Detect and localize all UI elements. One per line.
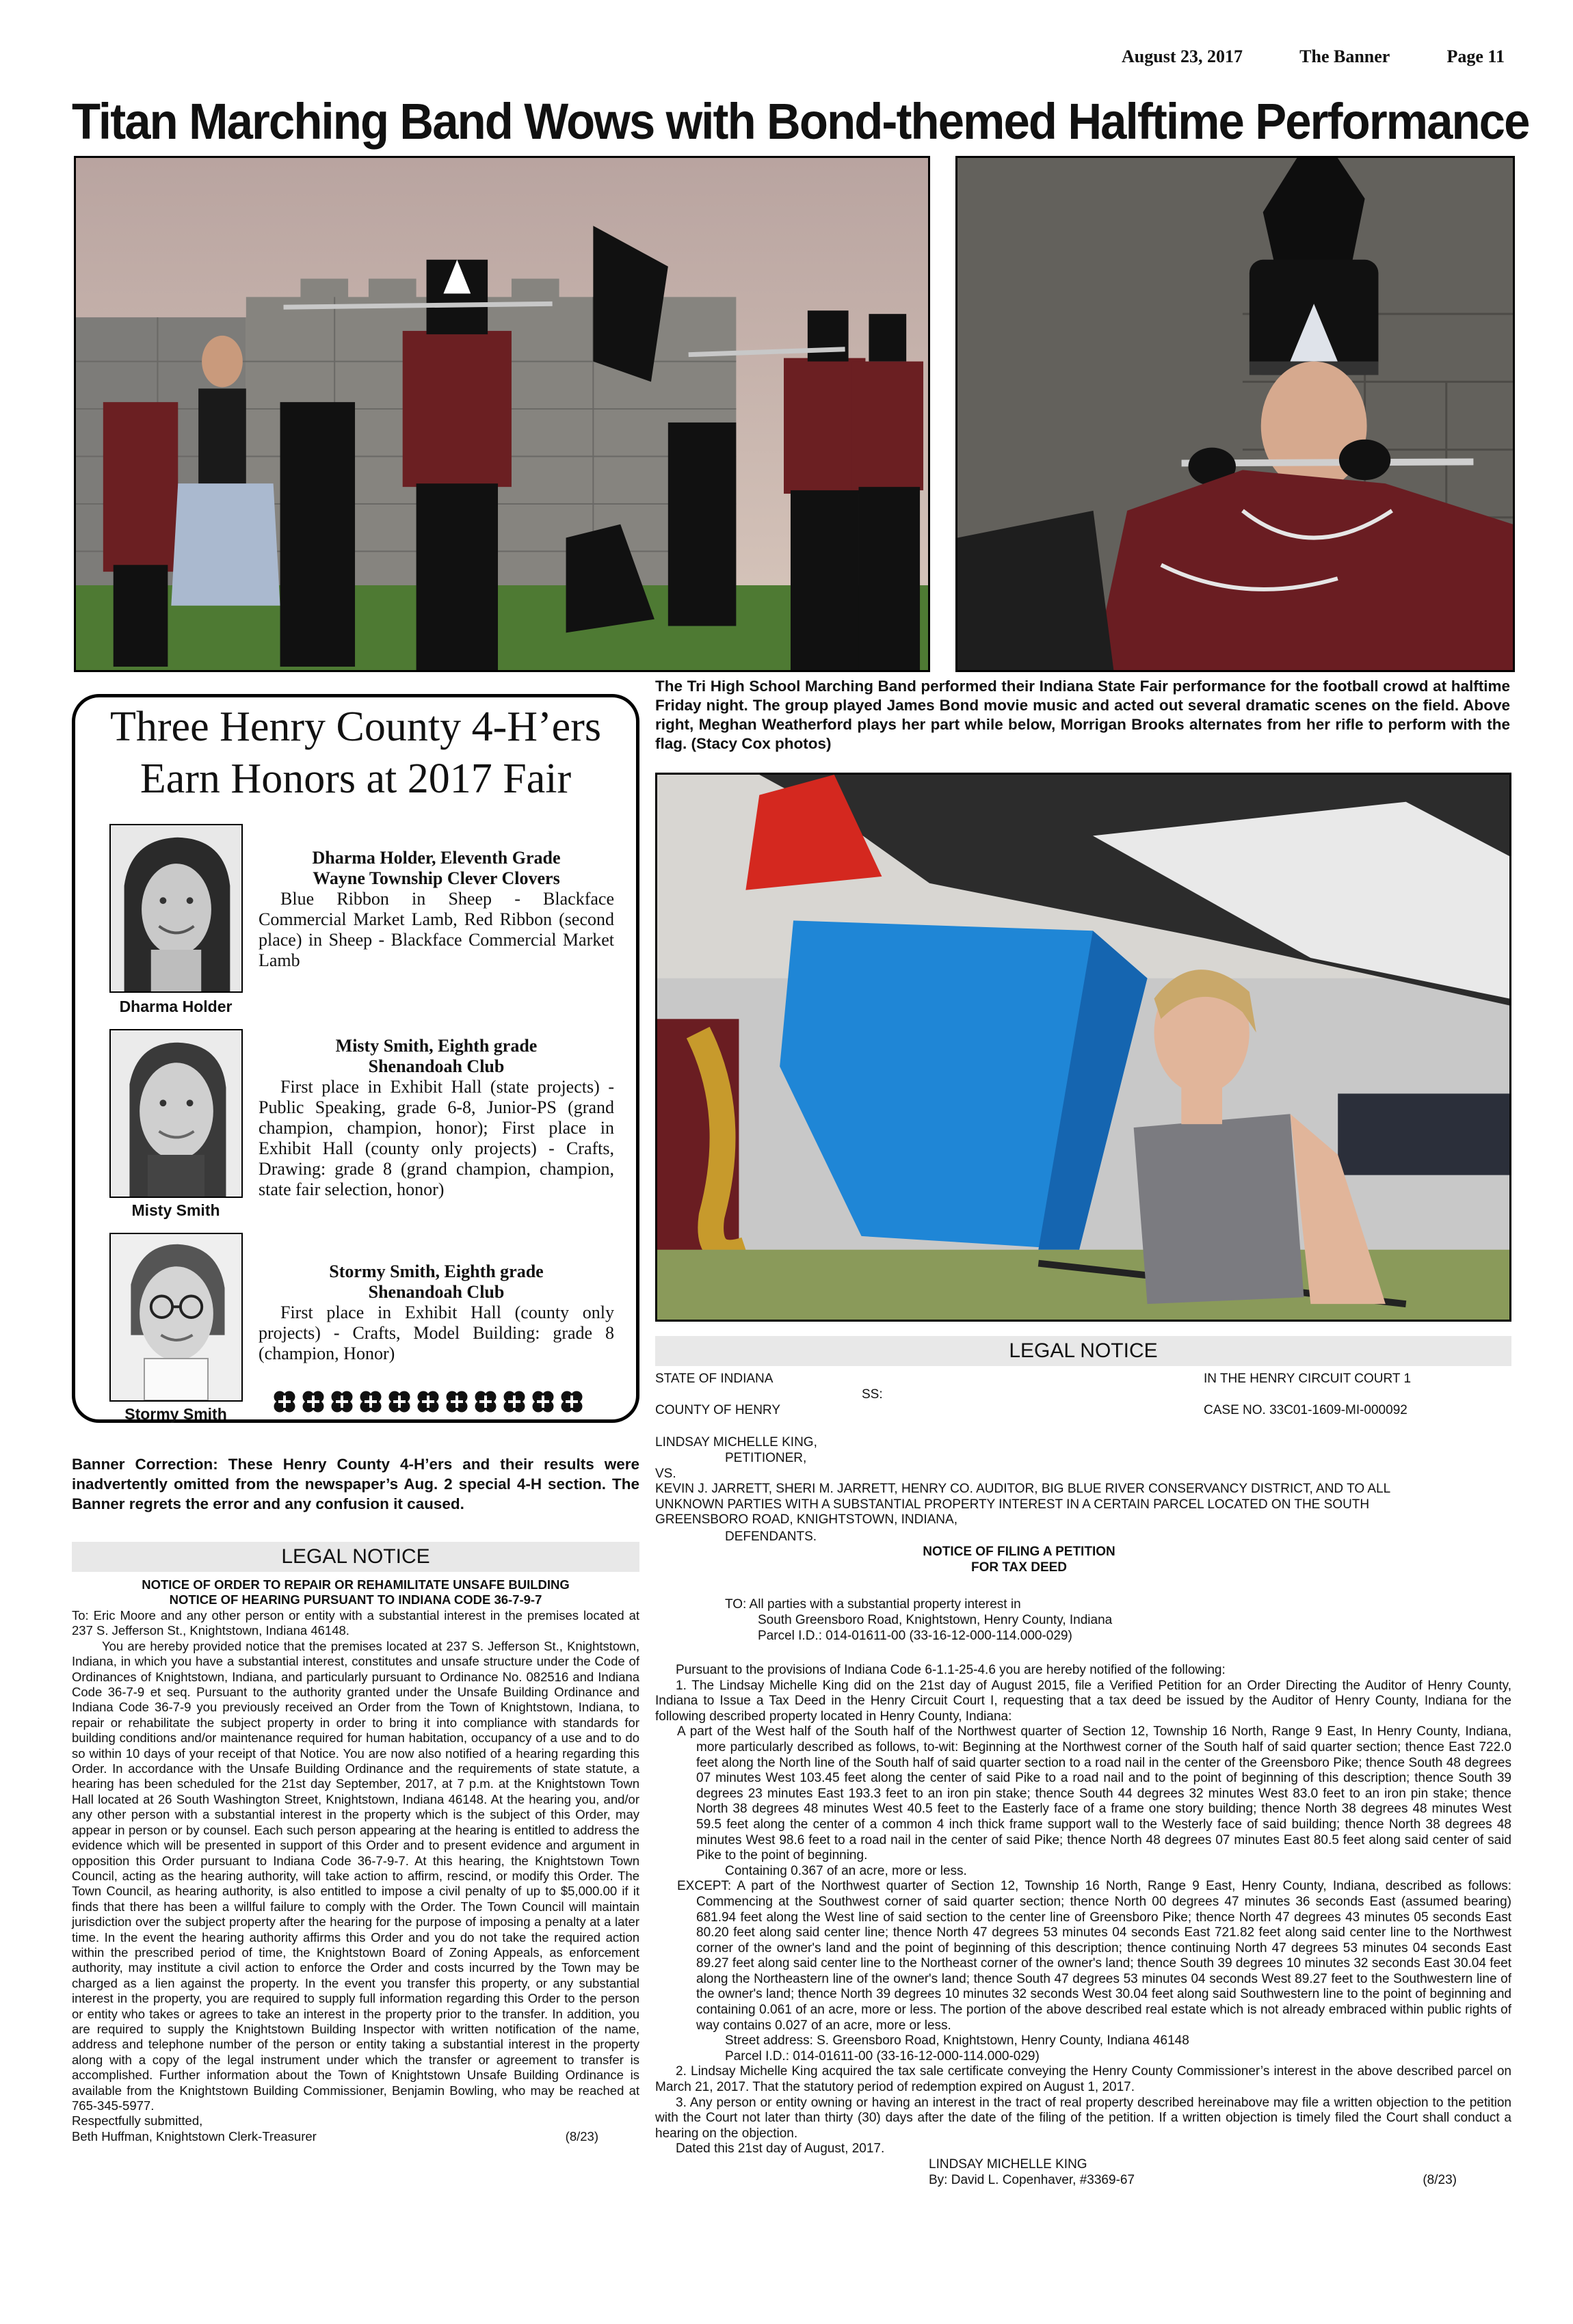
legal-right-parcel: Parcel I.D.: 014-01611-00 (33-16-12-000-114.000-029)	[725, 2048, 1040, 2063]
legal-notice-heading-right: LEGAL NOTICE	[655, 1336, 1511, 1366]
legal-left-sub2: NOTICE OF HEARING PURSUANT TO INDIANA CODE 36-7-9-7	[169, 1592, 542, 1607]
legal-left-paragraph: You are hereby provided notice that the premises located at 237 S. Jefferson St., Knightstown, Indiana, in which you have a substantial interest, constitutes and unsafe structure under the Code of Ordinances of Knightstown, Indiana, and particularly pursuant to Ordinance No. 082516 and Indiana Code 36-7-9 et seq. Pursuant to the authority granted under the Unsafe Building Ordinance and Indiana Code 36-7-9 you previously received an Order from the Town of Knightstown, Indiana, to repair or rehabilitate the subject property in order to bring it into compliance with standards for building conditions and/or maintenance required for human habitation, occupancy of a use and to do so within 10 days of your receipt of that Notice. You are now also notified of a hearing regarding this Order. In accordance with the Unsafe Building Ordinance and the requirements of state statute, a hearing has been scheduled for the 21st day September, 2017, at 7 p.m. at the Knightstown Town Hall located at 26 South Washington Street, Knightstown, Indiana 46148. At the hearing you, and/or any other person with a substantial interest in the property which is the subject of this Order, may appear in person or by counsel. Each such person appearing at the hearing is entitled to address the evidence which will be presented in support of this Order and to present evidence and argument in opposition this Order pursuant to Indiana Code 36-7-9-7. At this hearing, the Knightstown Town Council, acting as the hearing authority, will take action to affirm, rescind, or modify this Order. The Town Council, as hearing authority, is also entitled to impose a civil penalty of up to $5,000.00 if it finds that there has been a willful failure to comply with the Order. The Town Council will maintain jurisdiction over the subject property after the hearing for the purpose of imposing a penalty at a later time. In the event the hearing authority affirms this Order and you do not take the required action within the prescribed period of time, the Knightstown Board of Zoning Appeals, as enforcement authority, may institute a civil action to enforce the Order and costs incurred by the Town may be charged as a lien against the property. In the event you transfer this property, or any substantial interest in the property, you are required to supply full information regarding this Order to the person or entity who takes or agrees to take an interest in the property prior to the transfer. In addition, you are required to supply the Knightstown Building Inspector with written notification of the name, address and telephone number of the person or entity taking a substantial interest in the property along with a copy of the legal instrument under which the transfer or agreement to transfer is accomplished. Further information about the Town of Knightstown Unsafe Building Ordinance is available from the Knightstown Building Commissioner, Benjamin Bowling, who may be reached at 765-345-5977.	[72, 1638, 639, 2113]
portrait-misty-smith	[109, 1029, 243, 1198]
banner-correction: Banner Correction: These Henry County 4-H’ers and their results were inadvertently omitted from the newspaper’s Aug. 2 special 4-H section. The Banner regrets the error and any confusion it caused.	[72, 1456, 639, 1512]
legal-right-to1: TO: All parties with a substantial property interest in	[725, 1597, 1021, 1612]
legal-left-run: (8/23)	[565, 2128, 598, 2143]
honoree-detail: First place in Exhibit Hall (state projects) - Public Speaking, grade 6-8, Junior-PS (grand champion, champion, honor); First place in Exhibit Hall (county only projects) - Crafts, Drawing: grade 8 (grand champion, champion, state fair selection, honor)	[259, 1077, 614, 1199]
legal-notice-heading-left: LEGAL NOTICE	[72, 1542, 639, 1572]
legal-right-street: Street address: S. Greensboro Road, Knightstown, Henry County, Indiana 46148	[725, 2033, 1189, 2048]
portrait-label-misty: Misty Smith	[131, 1201, 220, 1219]
legal-right-run: (8/23)	[1423, 2172, 1457, 2187]
honoree-detail: First place in Exhibit Hall (county only projects) - Crafts, Model Building: grade 8 (champion, Honor)	[259, 1303, 614, 1363]
paper-name: The Banner	[1299, 46, 1390, 66]
legal-right-p3: 3. Any person or entity owning or having an interest in the tract of real property described hereinabove may file a written objection to the petition with the Court not later than thirty (30) days after the date of the filing of the petition. If a written objection is timely filed the Court shall conduct a hearing on the objection.	[655, 2095, 1511, 2141]
legal-right-to3: Parcel I.D.: 014-01611-00 (33-16-12-000-114.000-029)	[758, 1629, 1072, 1643]
legal-right-p2: 2. Lindsay Michelle King acquired the tax sale certificate conveying the Henry County Commissioner’s interest in the above described parcel on March 21, 2017. That the statutory period of redemption expired on August 1, 2017.	[655, 2064, 1511, 2095]
legal-right-ss: SS:	[862, 1387, 883, 1402]
honoree-name: Stormy Smith, Eighth grade	[329, 1261, 544, 1281]
page-header	[1122, 46, 1505, 67]
honoree-misty	[259, 1036, 614, 1200]
legal-right-to2: South Greensboro Road, Knightstown, Henry County, Indiana	[758, 1613, 1113, 1627]
legal-right-sig-row	[655, 2173, 1511, 2189]
legal-right-petitioner: LINDSAY MICHELLE KING,	[655, 1435, 817, 1450]
issue-date: August 23, 2017	[1122, 46, 1243, 66]
portrait-label-stormy: Stormy Smith	[124, 1405, 227, 1423]
photo-flag-performer	[655, 773, 1511, 1322]
legal-right-sig-by: By: David L. Copenhaver, #3369-67	[929, 2172, 1135, 2187]
legal-left-signature-row	[72, 2129, 639, 2144]
legal-left-closing: Respectfully submitted,	[72, 2113, 203, 2128]
legal-left-body	[72, 1608, 639, 2144]
legal-right-notice-title	[848, 1545, 1190, 1575]
notice-title-line2: FOR TAX DEED	[970, 1560, 1068, 1575]
fourh-title-line2: Earn Honors at 2017 Fair	[140, 756, 572, 802]
legal-right-vs: VS.	[655, 1467, 676, 1481]
honoree-club: Shenandoah Club	[368, 1282, 505, 1302]
legal-right-court: IN THE HENRY CIRCUIT COURT 1	[1204, 1372, 1412, 1386]
fourh-title	[75, 701, 636, 805]
legal-right-petitioner-label: PETITIONER,	[725, 1451, 807, 1465]
photo-band-field	[74, 156, 930, 672]
honoree-club: Shenandoah Club	[368, 1056, 505, 1076]
honoree-dharma	[259, 848, 614, 971]
page-number: Page 11	[1446, 46, 1505, 66]
portrait-stormy-smith	[109, 1233, 243, 1402]
legal-right-description: A part of the West half of the South half of the Northwest quarter of Section 12, Township 16 North, Range 9 East, In Henry County, Indiana, more particularly described as follows, to-wit: Beginning at the Northwest corner of the South half of said quarter section; thence East 722.0 feet along the North line of the South half of said quarter section to a road nail in the center of the Greensboro Pike; thence South 48 degrees 07 minutes West 103.45 feet along the center of said Pike to a road nail and to the point of beginning of this description; thence South 39 degrees 23 minutes East 193.3 feet to an iron pin stake; thence South 44 degrees 32 minutes West 83.0 feet to an iron pin stake; thence North 38 degrees 48 minutes West 40.5 feet to the Easterly face of a frame one story building; thence North 38 degrees 48 minutes West 59.5 feet along the center of a common 4 inch thick frame support wall to the Westerly face of said building; thence North 38 degrees 48 minutes West 98.6 feet to a road nail in the center of said Pike; thence North 48 degrees 07 minutes East 80.5 feet along said center of said Pike to the point of beginning.	[677, 1724, 1511, 1863]
portrait-dharma-holder	[109, 824, 243, 993]
legal-right-dated: Dated this 21st day of August, 2017.	[676, 2141, 885, 2156]
honoree-club: Wayne Township Clever Clovers	[313, 868, 560, 888]
main-headline: Titan Marching Band Wows with Bond-themed Halftime Performance	[72, 93, 1529, 150]
portrait-label-dharma: Dharma Holder	[119, 998, 233, 1015]
legal-left-sub1: NOTICE OF ORDER TO REPAIR OR REHAMILITATE UNSAFE BUILDING	[142, 1577, 570, 1592]
clover-row-icon	[268, 1383, 596, 1421]
legal-right-case: CASE NO. 33C01-1609-MI-000092	[1204, 1403, 1407, 1417]
legal-right-county: COUNTY OF HENRY	[655, 1403, 780, 1417]
fourh-title-line1: Three Henry County 4-H’ers	[110, 704, 601, 750]
notice-title-line1: NOTICE OF FILING A PETITION	[923, 1545, 1115, 1559]
legal-right-p1: 1. The Lindsay Michelle King did on the 21st day of August 2015, file a Verified Petition for an Order Directing the Auditor of Henry County, Indiana to Issue a Tax Deed in the Henry Circuit Court I, requesting that a tax deed be issued by the Auditor of Henry County, Indiana for the following described property located in Henry County, Indiana:	[655, 1678, 1511, 1724]
legal-right-except: EXCEPT: A part of the Northwest quarter of Section 12, Township 16 North, Range 9 East, Henry County, Indiana, described as follows: Commencing at the Southwest corner of said quarter section; thence North 00 degrees 47 minutes 36 seconds East (assumed bearing) 681.94 feet along the West line of said section to the center line of Greensboro Pike; thence North 47 degrees 43 minutes 05 seconds East 80.20 feet along said center line; thence North 47 degrees 53 minutes 04 seconds East 721.82 feet along said center line to the Northwest corner of the owner's land and the point of beginning of this description; thence continuing North 47 degrees 53 minutes 04 seconds East 89.27 feet along said center line to the Northeast corner of the owner's land; thence South 39 degrees 10 minutes 32 seconds East 30.04 feet along the Northeastern line of the owner's land; thence South 47 degrees 53 minutes 04 seconds West 89.27 feet to the Southwestern line of the owner's land; thence North 39 degrees 10 minutes 32 seconds West 30.04 feet along said Southwestern line to the point of beginning and containing 0.061 of an acre, more or less. The portion of the above described real estate which is not already embraced within public rights of way contains 0.027 of an acre, more or less.	[677, 1879, 1511, 2033]
legal-right-defendants: KEVIN J. JARRETT, SHERI M. JARRETT, HENRY CO. AUDITOR, BIG BLUE RIVER CONSERVANCY DISTRICT, AND TO ALL UNKNOWN PARTIES WITH A SUBSTANTIAL PROPERTY INTEREST IN A CERTAIN PARCEL LOCATED ON THE SOUTH GREENSBORO ROAD, KNIGHTSTOWN, INDIANA,	[655, 1482, 1390, 1527]
legal-right-sig-name: LINDSAY MICHELLE KING	[929, 2157, 1087, 2172]
honoree-name: Dharma Holder, Eleventh Grade	[312, 848, 561, 868]
photo-caption: The Tri High School Marching Band performed their Indiana State Fair performance for the football crowd at halftime Friday night. The group played James Bond movie music and acted out several dramatic scenes on the field. Above right, Meghan Weatherford plays her part while below, Morrigan Brooks alternates from her rifle to perform with the flag. (Stacy Cox photos)	[655, 678, 1510, 752]
honoree-detail: Blue Ribbon in Sheep - Blackface Commercial Market Lamb, Red Ribbon (second place) in Sheep - Blackface Commercial Market Lamb	[259, 889, 614, 970]
legal-left-to: To: Eric Moore and any other person or entity with a substantial interest in the premises located at 237 S. Jefferson St., Knightstown, Indiana 46148.	[72, 1608, 639, 1638]
legal-right-containing: Containing 0.367 of an acre, more or less.	[725, 1863, 967, 1878]
legal-left-signer: Beth Huffman, Knightstown Clerk-Treasurer	[72, 2128, 317, 2143]
honoree-name: Misty Smith, Eighth grade	[335, 1036, 538, 1056]
legal-right-body	[655, 1663, 1511, 2188]
legal-right-intro: Pursuant to the provisions of Indiana Code 6-1.1-25-4.6 you are hereby notified of the following:	[676, 1663, 1226, 1677]
legal-right-defendants-label: DEFENDANTS.	[725, 1530, 817, 1544]
honoree-stormy	[259, 1261, 614, 1364]
photo-flute-player	[955, 156, 1515, 672]
legal-right-state: STATE OF INDIANA	[655, 1372, 774, 1386]
